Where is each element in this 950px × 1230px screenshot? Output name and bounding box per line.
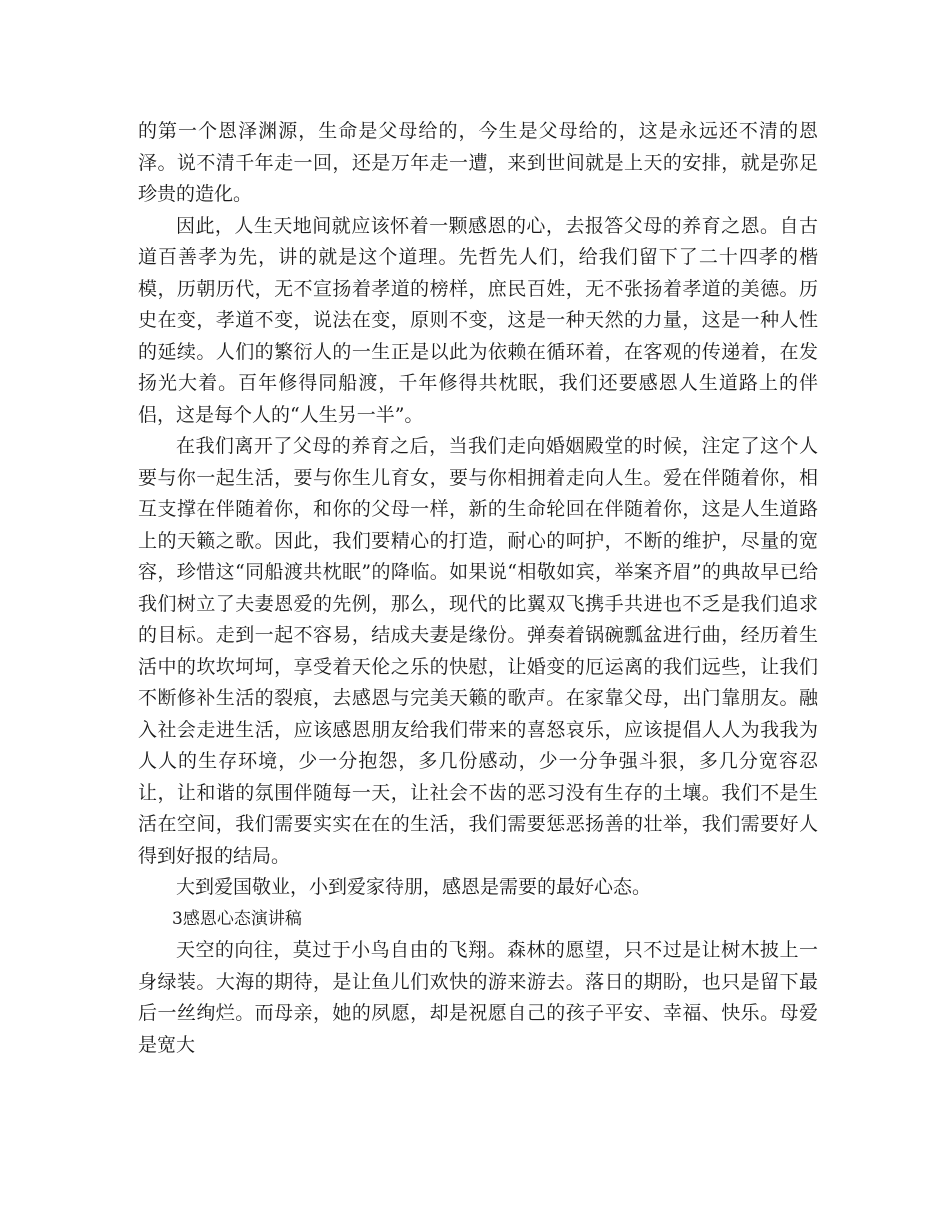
- paragraph-mother-love: 天空的向往，莫过于小鸟自由的飞翔。森林的愿望，只不过是让树木披上一身绿装。大海的期待，是让鱼儿们欢快的游来游去。落日的期盼，也只是留下最后一丝绚烂。而母亲，她的夙愿，却是祝愿自己的孩子平安、幸福、快乐。母爱是宽大: [138, 939, 818, 1056]
- section-heading: 3感恩心态演讲稿: [172, 908, 302, 929]
- paragraph-summary: 大到爱国敬业，小到爱家待朋，感恩是需要的最好心态。: [176, 876, 652, 898]
- document-body: [138, 116, 818, 1061]
- paragraph-marriage-friendship: 在我们离开了父母的养育之后，当我们走向婚姻殿堂的时候，注定了这个人要与你一起生活，要与你生儿育女，要与你相拥着走向人生。爱在伴随着你，相互支撑在伴随着你，和你的父母一样，新的生命轮回在伴随着你，这是人生道路上的天籁之歌。因此，我们要精心的打造，耐心的呵护，不断的维护，尽量的宽容，珍惜这“同船渡共枕眠”的降临。如果说“相敬如宾，举案齐眉”的典故早已给我们树立了夫妻恩爱的先例，那么，现代的比翼双飞携手共进也不乏是我们追求的目标。走到一起不容易，结成夫妻是缘份。弹奏着锅碗瓢盆进行曲，经历着生活中的坎坎坷坷，享受着天伦之乐的快慰，让婚变的厄运离的我们远些，让我们不断修补生活的裂痕，去感恩与完美天籁的歌声。在家靠父母，出门靠朋友。融入社会走进生活，应该感恩朋友给我们带来的喜怒哀乐，应该提倡人人为我我为人人的生存环境，少一分抱怨，多几份感动，少一分争强斗狠，多几分宽容忍让，让和谐的氛围伴随每一天，让社会不齿的恶习没有生存的土壤。我们不是生活在空间，我们需要实实在在的生活，我们需要惩恶扬善的壮举，我们需要好人得到好报的结局。: [138, 435, 818, 867]
- paragraph-continuation: 的第一个恩泽渊源，生命是父母给的，今生是父母给的，这是永远还不清的恩泽。说不清千年走一回，还是万年走一遭，来到世间就是上天的安排，就是弥足珍贵的造化。: [138, 120, 818, 205]
- paragraph-filial-piety: 因此，人生天地间就应该怀着一颗感恩的心，去报答父母的养育之恩。自古道百善孝为先，讲的就是这个道理。先哲先人们，给我们留下了二十四孝的楷模，历朝历代，无不宣扬着孝道的榜样，庶民百姓，无不张扬着孝道的美德。历史在变，孝道不变，说法在变，原则不变，这是一种天然的力量，这是一种人性的延续。人们的繁衍人的一生正是以此为依赖在循环着，在客观的传递着，在发扬光大着。百年修得同船渡，千年修得共枕眠，我们还要感恩人生道路上的伴侣，这是每个人的“人生另一半”。: [138, 214, 818, 426]
